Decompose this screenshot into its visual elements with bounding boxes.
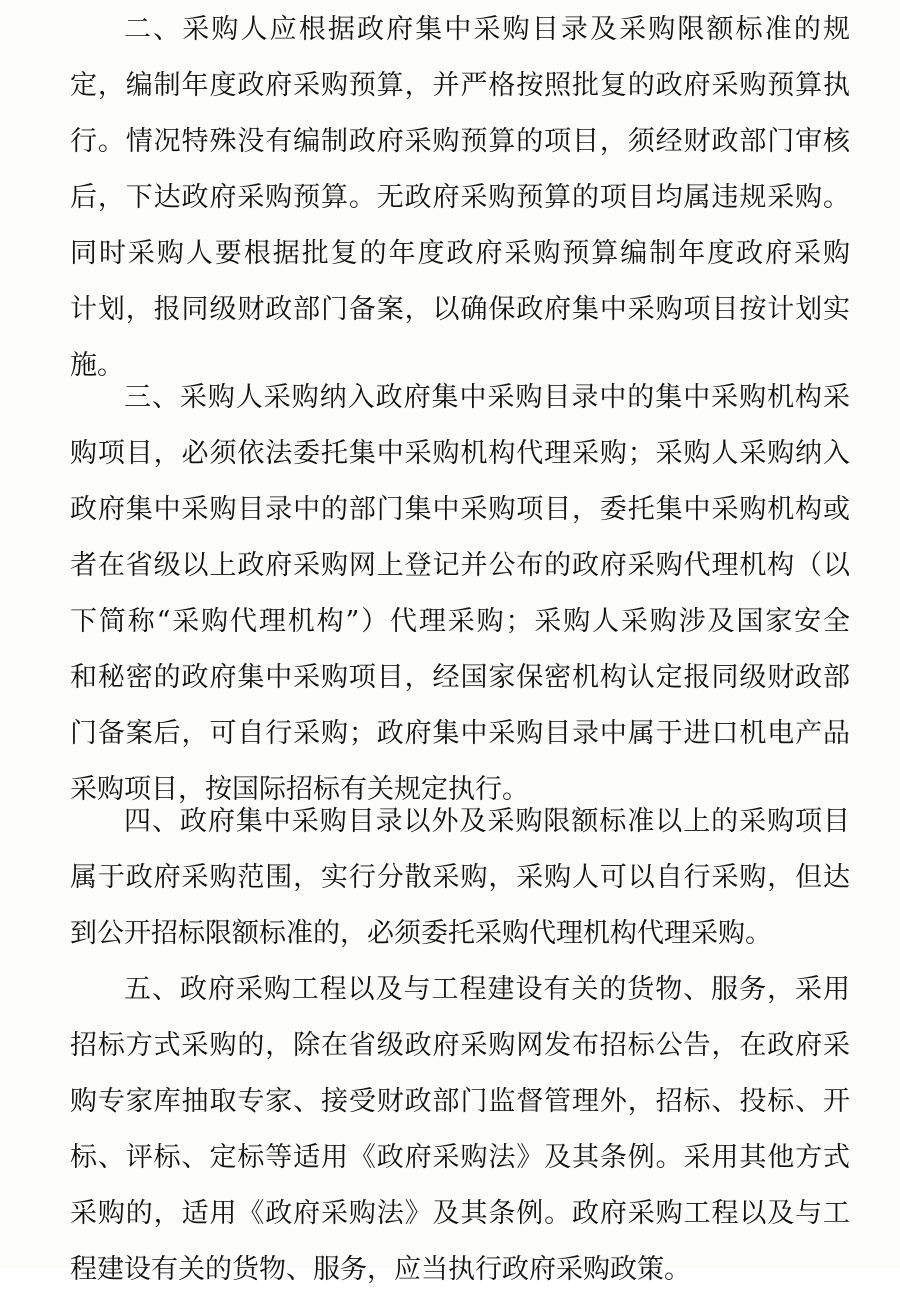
paragraph-line: 后，下达政府采购预算。无政府采购预算的项目均属违规采购。 — [70, 182, 850, 213]
paragraph-line: 三、采购人采购纳入政府集中采购目录中的集中采购机构采 — [124, 382, 850, 413]
paragraph-line: 购项目，必须依法委托集中采购机构代理采购；采购人采购纳入 — [70, 438, 850, 469]
paragraph-line: 门备案后，可自行采购；政府集中采购目录中属于进口机电产品 — [70, 718, 850, 749]
paragraph-line: 到公开招标限额标准的，必须委托采购代理机构代理采购。 — [70, 918, 772, 949]
paragraph-line: 计划，报同级财政部门备案，以确保政府集中采购项目按计划实 — [70, 294, 850, 325]
paragraph-line: 属于政府采购范围，实行分散采购，采购人可以自行采购，但达 — [70, 862, 850, 893]
paragraph-2 — [70, 2, 850, 394]
paragraph-3 — [70, 370, 850, 818]
paragraph-line: 者在省级以上政府采购网上登记并公布的政府采购代理机构（以 — [70, 550, 850, 581]
paragraph-line: 二、采购人应根据政府集中采购目录及采购限额标准的规 — [124, 14, 850, 45]
paragraph-line: 采购项目，按国际招标有关规定执行。 — [70, 774, 529, 805]
paragraph-line: 程建设有关的货物、服务，应当执行政府采购政策。 — [70, 1254, 691, 1285]
paragraph-line: 购专家库抽取专家、接受财政部门监督管理外，招标、投标、开 — [70, 1086, 850, 1117]
paragraph-line: 同时采购人要根据批复的年度政府采购预算编制年度政府采购 — [70, 238, 850, 269]
paragraph-line: 和秘密的政府集中采购项目，经国家保密机构认定报同级财政部 — [70, 662, 850, 693]
paragraph-line: 行。情况特殊没有编制政府采购预算的项目，须经财政部门审核 — [70, 126, 850, 157]
paragraph-line: 下简称“采购代理机构”）代理采购；采购人采购涉及国家安全 — [70, 606, 850, 637]
paragraph-line: 施。 — [70, 350, 124, 381]
paragraph-line: 五、政府采购工程以及与工程建设有关的货物、服务，采用 — [124, 974, 850, 1005]
paragraph-line: 采购的，适用《政府采购法》及其条例。政府采购工程以及与工 — [70, 1198, 850, 1229]
paragraph-line: 政府集中采购目录中的部门集中采购项目，委托集中采购机构或 — [70, 494, 850, 525]
paragraph-line: 标、评标、定标等适用《政府采购法》及其条例。采用其他方式 — [70, 1142, 850, 1173]
paragraph-4 — [70, 794, 850, 962]
paragraph-line: 四、政府集中采购目录以外及采购限额标准以上的采购项目 — [124, 806, 850, 837]
paragraph-line: 招标方式采购的，除在省级政府采购网发布招标公告，在政府采 — [70, 1030, 850, 1061]
paragraph-5 — [70, 962, 850, 1298]
paragraph-line: 定，编制年度政府采购预算，并严格按照批复的政府采购预算执 — [70, 70, 850, 101]
